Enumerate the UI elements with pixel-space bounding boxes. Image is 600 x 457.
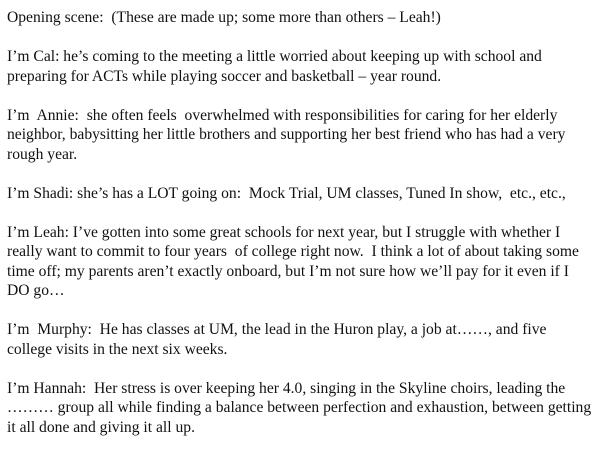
opening-scene-heading: Opening scene: (These are made up; some more than others – Leah!) (7, 9, 441, 26)
paragraph-cal: I’m Cal: he’s coming to the meeting a little worried about keeping up with school and preparing for ACTs while playing soccer and basketball – year round. (7, 48, 546, 85)
paragraph-hannah: I’m Hannah: Her stress is over keeping her 4.0, singing in the Skyline choirs, leading the ……… group all while finding a balance between perfection and exhaustion, between getting it all done and giving it all up. (7, 379, 596, 436)
paragraph-leah: I’m Leah: I’ve gotten into some great schools for next year, but I struggle with whether I really want to commit to four years of college right now. I think a lot of about taking some time off; my parents aren’t exactly onboard, but I’m not sure how we’ll pay for it even if I DO go… (7, 223, 583, 299)
document-page (7, 8, 595, 457)
paragraph-murphy: I’m Murphy: He has classes at UM, the lead in the Huron play, a job at……, and five college visits in the next six weeks. (7, 321, 551, 358)
paragraph-shadi: I’m Shadi: she’s has a LOT going on: Mock Trial, UM classes, Tuned In show, etc., etc., (7, 184, 566, 202)
paragraph-annie: I’m Annie: she often feels overwhelmed with responsibilities for caring for her elderly neighbor, babysitting her little brothers and supporting her best friend who has had a very rough year. (7, 106, 570, 163)
